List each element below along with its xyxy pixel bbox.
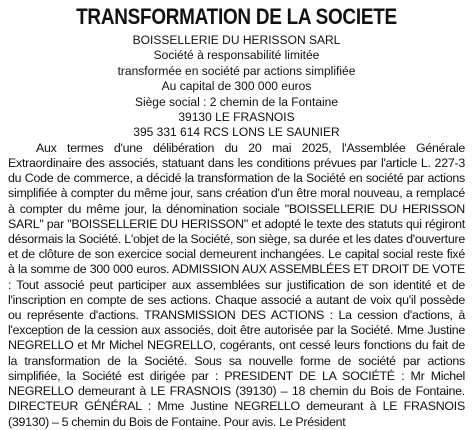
notice-body-text: Aux termes d'une délibération du 20 mai 2025, l'Assemblée Générale Extraordinaire des associés, statuant dans les conditions prévues par l'article L. 227-3 du Code de commerce, a décidé la transformation de la Société en société par actions simplifiée à compter du même jour, sans création d'un être moral nouveau, a remplacé à compter du même jour, la dénomination sociale "BOISSELLERIE DU HERISSON SARL" par "BOISSELLERIE DU HERISSON" et adopté le texte des statuts qui régiront désormais la Société. L'objet de la Société, son siège, sa durée et les dates d'ouverture et de clôture de son exercice social demeurent inchangées. Le capital social reste fixé à la somme de 300 000 euros. ADMISSION AUX ASSEMBLÉES ET DROIT DE VOTE : Tout associé peut participer aux assemblées sur justification de son identité et de l'inscription en compte de ses actions. Chaque associé a autant de voix qu'il possède ou représente d'actions. TRANSMISSION DES ACTIONS : La cession d'actions, à l'exception de la cession aux associés, doit être autorisée par la Société. Mme Justine NEGRELLO et Mr Michel NEGRELLO, cogérants, ont cessé leurs fonctions du fait de la transformation de la Société. Sous sa nouvelle forme de société par actions simplifiée, la Société est dirigée par : PRESIDENT DE LA SOCIÉTÉ : Mr Michel NEGRELLO demeurant à LE FRASNOIS (39130) – 18 chemin du Bois de Fontaine. DIRECTEUR GÉNÉRAL : Mme Justine NEGRELLO demeurant à LE FRASNOIS (39130) – 5 chemin du Bois de Fontaine. Pour avis. Le Président [8,140,465,429]
company-legal-form: Société à responsabilité limitée [153,48,320,63]
notice-body [8,141,465,430]
company-transformation-line: transformée en société par actions simplifiée [117,63,356,78]
company-name: BOISSELLERIE DU HERISSON SARL [132,33,341,47]
company-header [15,33,458,141]
company-registered-office: Siège social : 2 chemin de la Fontaine [134,94,339,109]
notice-title: TRANSFORMATION DE LA SOCIETE [76,4,397,29]
company-rcs-number: 395 331 614 RCS LONS LE SAUNIER [133,125,340,140]
company-capital: Au capital de 300 000 euros [161,79,312,94]
company-postal-city: 39130 LE FRASNOIS [178,110,295,125]
